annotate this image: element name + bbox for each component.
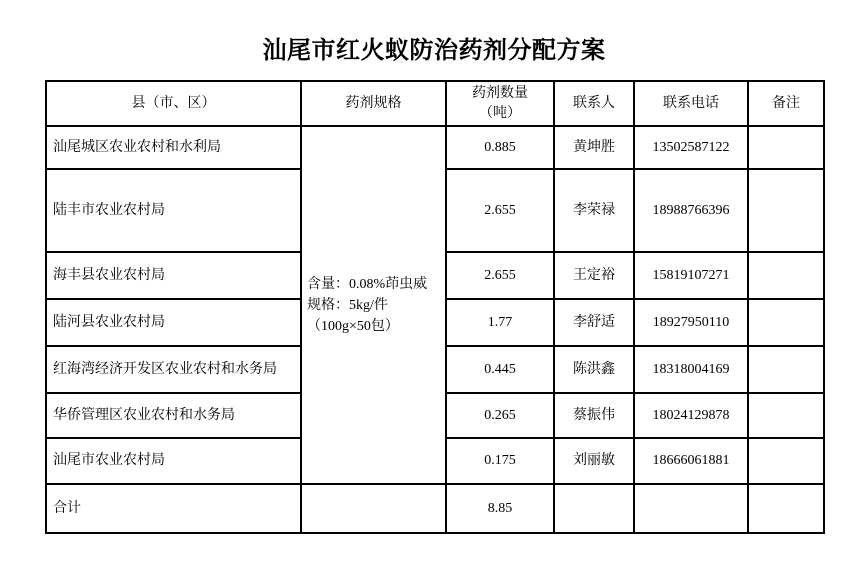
header-quantity-line2: （吨）	[479, 105, 521, 121]
quantity-cell: 2.655	[446, 169, 554, 252]
table-total-row	[46, 484, 824, 533]
remark-cell	[748, 393, 824, 438]
contact-cell: 陈洪鑫	[554, 346, 634, 393]
header-remark: 备注	[748, 81, 824, 126]
total-phone-cell	[634, 484, 748, 533]
spec-line-pack: （100g×50包）	[307, 318, 399, 334]
phone-cell: 18024129878	[634, 393, 748, 438]
contact-cell: 蔡振伟	[554, 393, 634, 438]
contact-cell: 王定裕	[554, 252, 634, 299]
phone-cell: 18666061881	[634, 438, 748, 484]
phone-cell: 18318004169	[634, 346, 748, 393]
total-quantity-cell: 8.85	[446, 484, 554, 533]
spec-merged-cell	[301, 126, 446, 484]
remark-cell	[748, 126, 824, 169]
header-quantity	[446, 81, 554, 126]
region-cell: 汕尾市农业农村局	[46, 438, 301, 484]
header-contact: 联系人	[554, 81, 634, 126]
header-region: 县（市、区）	[46, 81, 301, 126]
table-row	[46, 126, 824, 169]
phone-cell: 18988766396	[634, 169, 748, 252]
phone-cell: 15819107271	[634, 252, 748, 299]
total-contact-cell	[554, 484, 634, 533]
table-header-row	[46, 81, 824, 126]
remark-cell	[748, 252, 824, 299]
contact-cell: 李荣禄	[554, 169, 634, 252]
contact-cell: 刘丽敏	[554, 438, 634, 484]
quantity-cell: 2.655	[446, 252, 554, 299]
total-label-cell: 合计	[46, 484, 301, 533]
remark-cell	[748, 346, 824, 393]
spec-line-size: 规格：5kg/件	[307, 297, 388, 313]
total-remark-cell	[748, 484, 824, 533]
remark-cell	[748, 169, 824, 252]
quantity-cell: 0.445	[446, 346, 554, 393]
spec-line-content: 含量：0.08%茚虫威	[307, 276, 428, 292]
quantity-cell: 1.77	[446, 299, 554, 346]
header-phone: 联系电话	[634, 81, 748, 126]
region-cell: 陆丰市农业农村局	[46, 169, 301, 252]
total-spec-cell	[301, 484, 446, 533]
region-cell: 红海湾经济开发区农业农村和水务局	[46, 346, 301, 393]
quantity-cell: 0.885	[446, 126, 554, 169]
remark-cell	[748, 438, 824, 484]
region-cell: 陆河县农业农村局	[46, 299, 301, 346]
phone-cell: 18927950110	[634, 299, 748, 346]
quantity-cell: 0.175	[446, 438, 554, 484]
phone-cell: 13502587122	[634, 126, 748, 169]
allocation-table	[45, 80, 825, 534]
contact-cell: 李舒适	[554, 299, 634, 346]
region-cell: 华侨管理区农业农村和水务局	[46, 393, 301, 438]
contact-cell: 黄坤胜	[554, 126, 634, 169]
document-title: 汕尾市红火蚁防治药剂分配方案	[262, 37, 606, 64]
remark-cell	[748, 299, 824, 346]
quantity-cell: 0.265	[446, 393, 554, 438]
header-spec: 药剂规格	[301, 81, 446, 126]
header-quantity-line1: 药剂数量	[472, 85, 528, 101]
region-cell: 汕尾城区农业农村和水利局	[46, 126, 301, 169]
region-cell: 海丰县农业农村局	[46, 252, 301, 299]
